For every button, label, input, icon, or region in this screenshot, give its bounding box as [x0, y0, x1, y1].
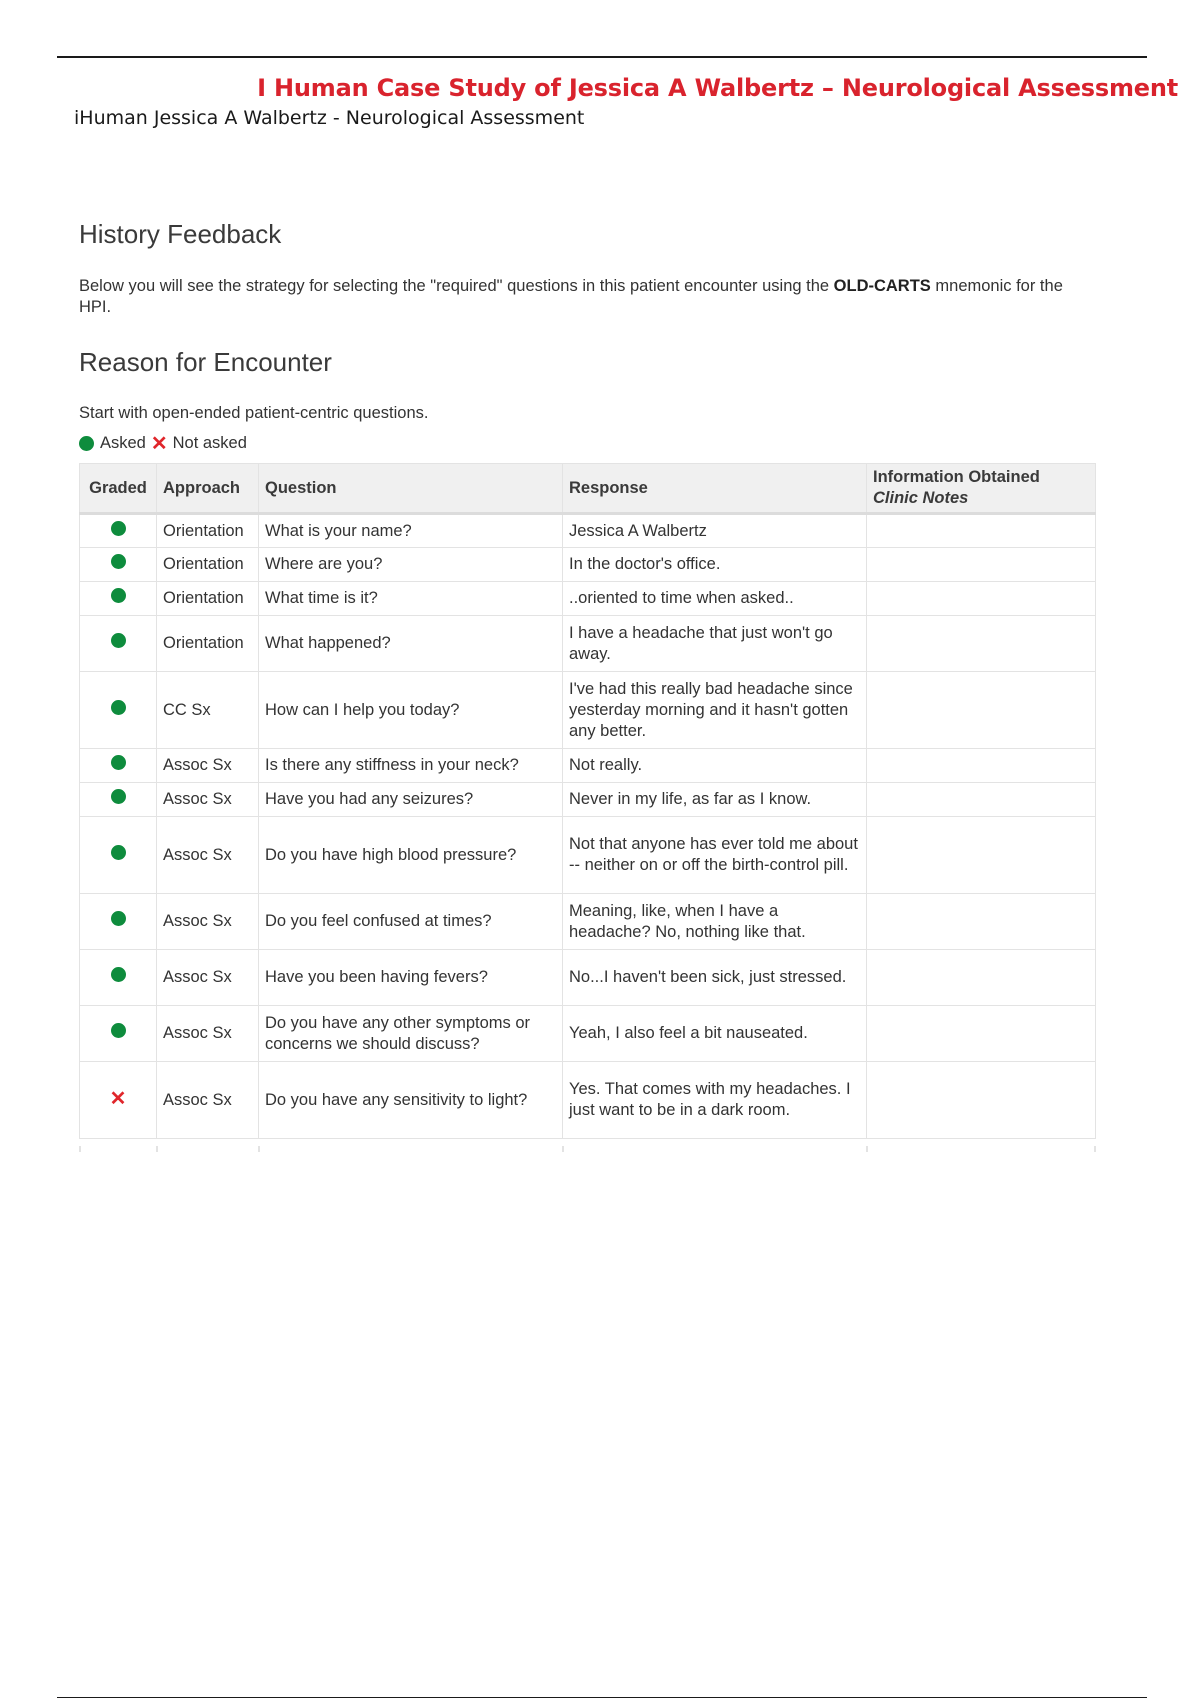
intro-bold-mnemonic: OLD-CARTS: [833, 277, 931, 295]
table-row: [80, 616, 1096, 672]
asked-dot-icon: [111, 789, 126, 804]
info-cell: [867, 1006, 1096, 1062]
question-cell: Do you feel confused at times?: [259, 894, 563, 950]
response-cell: Never in my life, as far as I know.: [563, 783, 867, 817]
table-row: [80, 817, 1096, 894]
approach-cell: Orientation: [157, 548, 259, 582]
graded-cell: [80, 894, 157, 950]
response-cell: Not really.: [563, 749, 867, 783]
graded-cell: [80, 616, 157, 672]
table-continuation-lines: [79, 1146, 1095, 1152]
response-cell: In the doctor's office.: [563, 548, 867, 582]
info-cell: [867, 672, 1096, 749]
history-questions-table: [79, 463, 1096, 1139]
legend-asked-label: Asked: [100, 434, 146, 452]
question-cell: Do you have any sensitivity to light?: [259, 1062, 563, 1139]
approach-cell: Assoc Sx: [157, 749, 259, 783]
asked-dot-icon: [111, 700, 126, 715]
response-cell: Meaning, like, when I have a headache? No, nothing like that.: [563, 894, 867, 950]
response-cell: Not that anyone has ever told me about -- neither on or off the birth-control pill.: [563, 817, 867, 894]
response-cell: Yes. That comes with my headaches. I just want to be in a dark room.: [563, 1062, 867, 1139]
table-row: [80, 582, 1096, 616]
approach-cell: Assoc Sx: [157, 817, 259, 894]
response-cell: No...I haven't been sick, just stressed.: [563, 950, 867, 1006]
legend: [79, 434, 247, 453]
header-response: Response: [563, 464, 867, 514]
asked-dot-icon: [111, 588, 126, 603]
intro-before: Below you will see the strategy for selecting the "required" questions in this patient encounter using the: [79, 277, 834, 295]
history-intro-text: [79, 276, 1069, 318]
approach-cell: Assoc Sx: [157, 1062, 259, 1139]
question-cell: What time is it?: [259, 582, 563, 616]
asked-dot-icon: [111, 911, 126, 926]
question-cell: Do you have any other symptoms or concerns we should discuss?: [259, 1006, 563, 1062]
top-rule: [57, 56, 1147, 58]
table-row: [80, 950, 1096, 1006]
asked-dot-icon: [111, 967, 126, 982]
graded-cell: [80, 817, 157, 894]
graded-cell: [80, 1006, 157, 1062]
approach-cell: Assoc Sx: [157, 1006, 259, 1062]
approach-cell: CC Sx: [157, 672, 259, 749]
info-cell: [867, 894, 1096, 950]
table-row: [80, 548, 1096, 582]
header-information-obtained: [867, 464, 1096, 514]
table-row: [80, 749, 1096, 783]
graded-cell: [80, 514, 157, 548]
asked-dot-icon: [111, 521, 126, 536]
table-body: [80, 514, 1096, 1139]
graded-cell: [80, 582, 157, 616]
document-title: I Human Case Study of Jessica A Walbertz – Neurological Assessment: [257, 74, 1178, 102]
graded-cell: [80, 783, 157, 817]
bottom-rule: [57, 1697, 1147, 1698]
table-header-row: [80, 464, 1096, 514]
approach-cell: Assoc Sx: [157, 894, 259, 950]
info-cell: [867, 817, 1096, 894]
info-cell: [867, 749, 1096, 783]
table-row: [80, 1062, 1096, 1139]
asked-dot-icon: [111, 554, 126, 569]
table-row: [80, 1006, 1096, 1062]
graded-cell: [80, 548, 157, 582]
question-cell: What happened?: [259, 616, 563, 672]
response-cell: I have a headache that just won't go away.: [563, 616, 867, 672]
question-cell: What is your name?: [259, 514, 563, 548]
graded-cell: [80, 950, 157, 1006]
approach-cell: Orientation: [157, 616, 259, 672]
header-graded: Graded: [80, 464, 157, 514]
table-row: [80, 672, 1096, 749]
graded-cell: [80, 1062, 157, 1139]
info-cell: [867, 783, 1096, 817]
info-cell: [867, 616, 1096, 672]
intro-after: mnemonic for the HPI.: [79, 277, 1063, 316]
header-approach: Approach: [157, 464, 259, 514]
asked-dot-icon: [111, 845, 126, 860]
table-row: [80, 783, 1096, 817]
info-cell: [867, 582, 1096, 616]
approach-cell: Assoc Sx: [157, 783, 259, 817]
header-question: Question: [259, 464, 563, 514]
header-info-label: Information Obtained: [873, 468, 1040, 486]
response-cell: Jessica A Walbertz: [563, 514, 867, 548]
question-cell: How can I help you today?: [259, 672, 563, 749]
table-row: [80, 894, 1096, 950]
graded-cell: [80, 672, 157, 749]
asked-dot-icon: [111, 633, 126, 648]
reason-for-encounter-heading: Reason for Encounter: [79, 347, 332, 377]
asked-dot-icon: [111, 755, 126, 770]
not-asked-x-icon: ✕: [150, 432, 168, 455]
asked-dot-icon: [111, 1023, 126, 1038]
question-cell: Do you have high blood pressure?: [259, 817, 563, 894]
response-cell: ..oriented to time when asked..: [563, 582, 867, 616]
approach-cell: Orientation: [157, 514, 259, 548]
question-cell: Have you had any seizures?: [259, 783, 563, 817]
asked-dot-icon: [79, 436, 94, 451]
graded-cell: [80, 749, 157, 783]
info-cell: [867, 514, 1096, 548]
question-cell: Where are you?: [259, 548, 563, 582]
response-cell: I've had this really bad headache since yesterday morning and it hasn't gotten any better.: [563, 672, 867, 749]
question-cell: Have you been having fevers?: [259, 950, 563, 1006]
info-cell: [867, 548, 1096, 582]
question-cell: Is there any stiffness in your neck?: [259, 749, 563, 783]
history-feedback-heading: History Feedback: [79, 219, 282, 249]
table-row: [80, 514, 1096, 548]
document-subtitle: iHuman Jessica A Walbertz - Neurological Assessment: [74, 107, 585, 129]
response-cell: Yeah, I also feel a bit nauseated.: [563, 1006, 867, 1062]
header-clinic-notes: Clinic Notes: [873, 489, 969, 507]
info-cell: [867, 950, 1096, 1006]
approach-cell: Assoc Sx: [157, 950, 259, 1006]
approach-cell: Orientation: [157, 582, 259, 616]
legend-not-asked-label: Not asked: [172, 434, 247, 452]
start-instruction: Start with open-ended patient-centric questions.: [79, 404, 429, 422]
info-cell: [867, 1062, 1096, 1139]
not-asked-x-icon: ✕: [109, 1087, 127, 1110]
